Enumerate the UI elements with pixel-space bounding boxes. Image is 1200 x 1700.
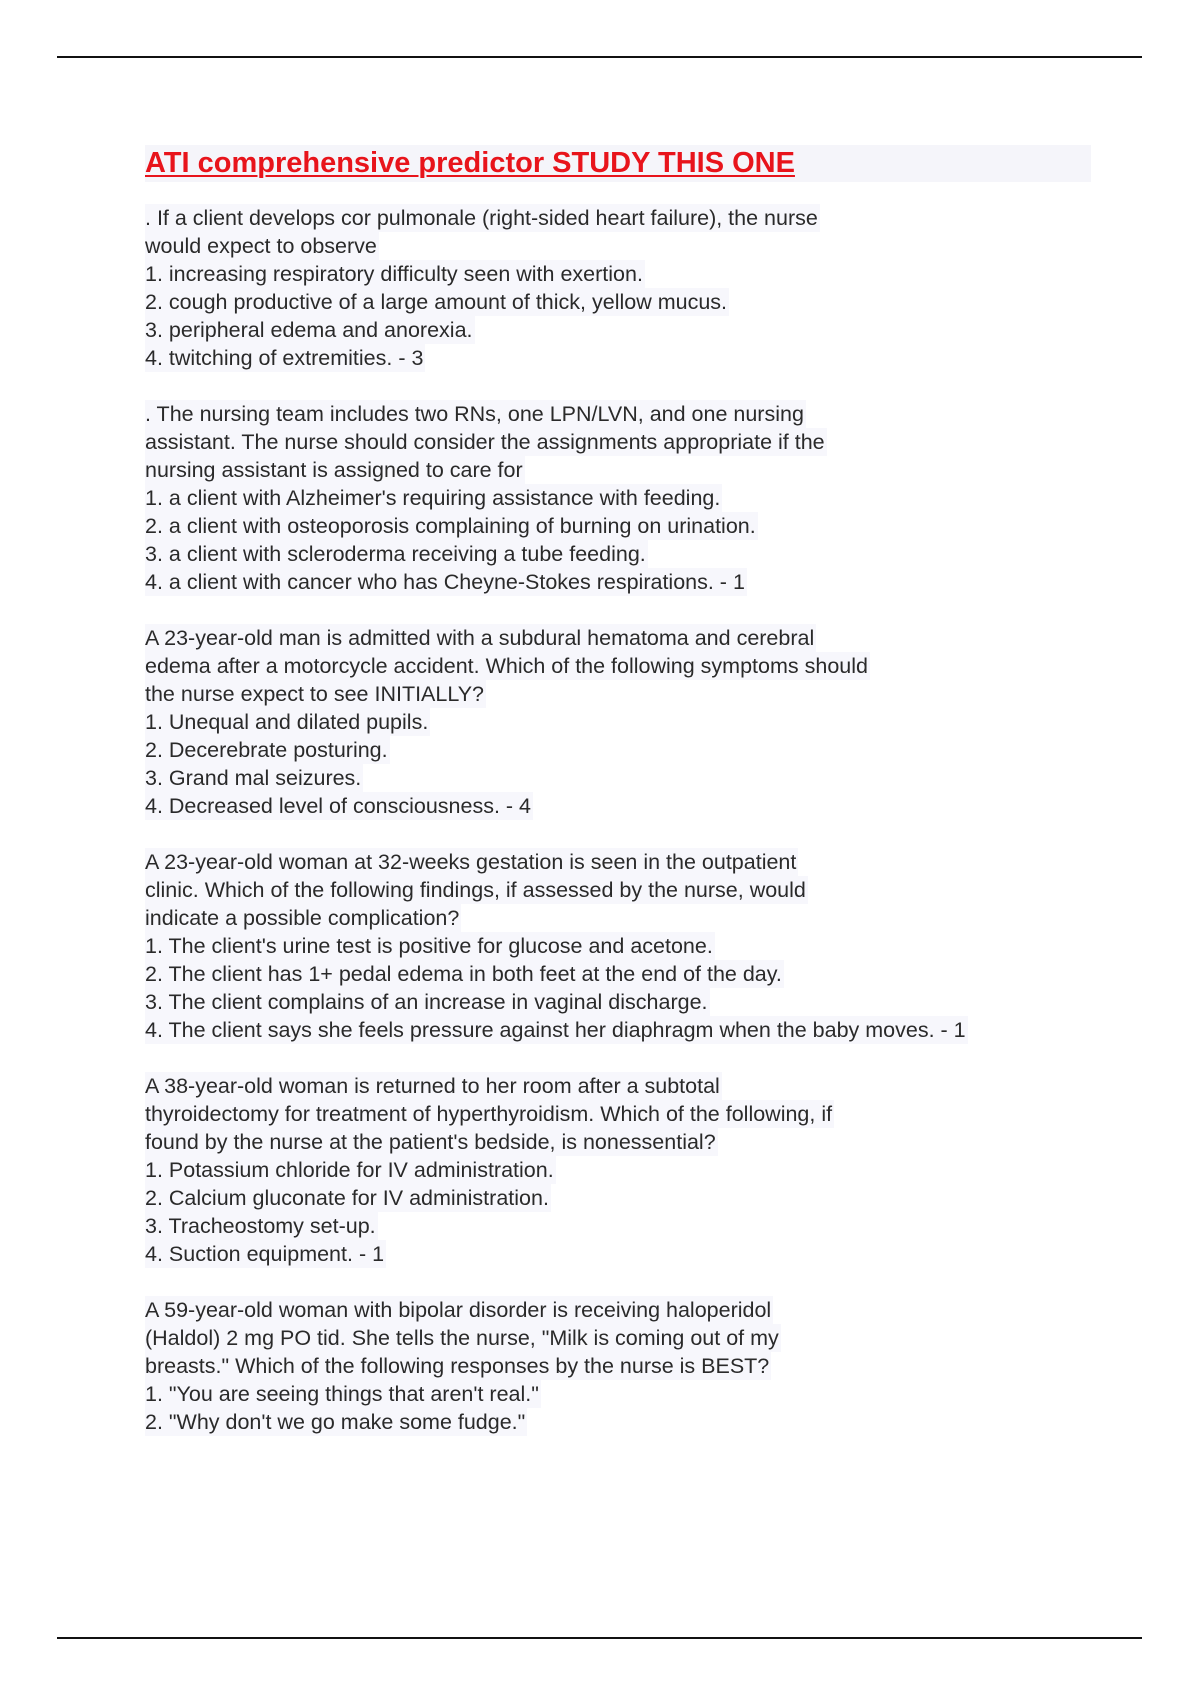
answer-option: 1. Unequal and dilated pupils. bbox=[145, 710, 429, 734]
question-stem-line: clinic. Which of the following findings, if assessed by the nurse, would bbox=[145, 878, 806, 902]
question-stem-line: thyroidectomy for treatment of hyperthyroidism. Which of the following, if bbox=[145, 1102, 833, 1126]
question-stem-line: would expect to observe bbox=[145, 234, 377, 258]
answer-option: 2. a client with osteoporosis complaining of burning on urination. bbox=[145, 514, 756, 538]
question-stem-line: the nurse expect to see INITIALLY? bbox=[145, 682, 485, 706]
answer-option: 3. Grand mal seizures. bbox=[145, 766, 362, 790]
question-stem-line: A 23-year-old man is admitted with a subdural hematoma and cerebral bbox=[145, 626, 815, 650]
question-stem-line: found by the nurse at the patient's bedside, is nonessential? bbox=[145, 1130, 716, 1154]
answer-option: 4. Suction equipment. - 1 bbox=[145, 1242, 385, 1266]
answer-option: 2. cough productive of a large amount of thick, yellow mucus. bbox=[145, 290, 728, 314]
question-stem-line: indicate a possible complication? bbox=[145, 906, 460, 930]
question-stem-line: breasts." Which of the following responses by the nurse is BEST? bbox=[145, 1354, 770, 1378]
answer-options bbox=[145, 260, 1095, 372]
question-stem-line: edema after a motorcycle accident. Which of the following symptoms should bbox=[145, 654, 868, 678]
question-stem-line: assistant. The nurse should consider the assignments appropriate if the bbox=[145, 430, 825, 454]
question-stem-line: nursing assistant is assigned to care for bbox=[145, 458, 523, 482]
answer-option: 4. twitching of extremities. - 3 bbox=[145, 346, 424, 370]
answer-option: 2. Decerebrate posturing. bbox=[145, 738, 388, 762]
answer-options bbox=[145, 932, 1095, 1044]
question-stem bbox=[145, 1072, 1095, 1156]
question-block bbox=[145, 624, 1095, 820]
question-stem bbox=[145, 204, 1095, 260]
answer-option: 4. The client says she feels pressure against her diaphragm when the baby moves. - 1 bbox=[145, 1018, 966, 1042]
question-block bbox=[145, 400, 1095, 596]
answer-option: 2. Calcium gluconate for IV administration. bbox=[145, 1186, 549, 1210]
question-stem-line: . If a client develops cor pulmonale (right-sided heart failure), the nurse bbox=[145, 206, 818, 230]
question-stem bbox=[145, 624, 1095, 708]
bottom-rule bbox=[57, 1637, 1142, 1639]
answer-option: 1. increasing respiratory difficulty seen with exertion. bbox=[145, 262, 643, 286]
question-stem-line: A 59-year-old woman with bipolar disorder is receiving haloperidol bbox=[145, 1298, 772, 1322]
answer-options bbox=[145, 1380, 1095, 1436]
document-title: ATI comprehensive predictor STUDY THIS ONE bbox=[145, 147, 795, 179]
question-list bbox=[145, 204, 1095, 1436]
answer-option: 3. a client with scleroderma receiving a tube feeding. bbox=[145, 542, 646, 566]
question-stem bbox=[145, 1296, 1095, 1380]
question-stem-line: A 38-year-old woman is returned to her room after a subtotal bbox=[145, 1074, 720, 1098]
question-block bbox=[145, 204, 1095, 372]
answer-options bbox=[145, 708, 1095, 820]
top-rule bbox=[57, 56, 1142, 58]
question-stem-line: A 23-year-old woman at 32-weeks gestation is seen in the outpatient bbox=[145, 850, 797, 874]
answer-option: 3. peripheral edema and anorexia. bbox=[145, 318, 473, 342]
question-stem bbox=[145, 848, 1095, 932]
question-stem-line: . The nursing team includes two RNs, one LPN/LVN, and one nursing bbox=[145, 402, 804, 426]
answer-options bbox=[145, 484, 1095, 596]
title-bar bbox=[145, 145, 1091, 182]
answer-option: 4. Decreased level of consciousness. - 4 bbox=[145, 794, 532, 818]
document-body bbox=[145, 145, 1095, 1464]
question-stem bbox=[145, 400, 1095, 484]
question-block bbox=[145, 848, 1095, 1044]
answer-option: 1. "You are seeing things that aren't real." bbox=[145, 1382, 539, 1406]
answer-option: 2. The client has 1+ pedal edema in both feet at the end of the day. bbox=[145, 962, 782, 986]
answer-option: 2. "Why don't we go make some fudge." bbox=[145, 1410, 526, 1434]
answer-option: 4. a client with cancer who has Cheyne-Stokes respirations. - 1 bbox=[145, 570, 745, 594]
answer-option: 1. The client's urine test is positive for glucose and acetone. bbox=[145, 934, 713, 958]
answer-option: 1. Potassium chloride for IV administration. bbox=[145, 1158, 554, 1182]
answer-option: 1. a client with Alzheimer's requiring assistance with feeding. bbox=[145, 486, 721, 510]
answer-option: 3. The client complains of an increase in vaginal discharge. bbox=[145, 990, 708, 1014]
answer-options bbox=[145, 1156, 1095, 1268]
question-stem-line: (Haldol) 2 mg PO tid. She tells the nurse, "Milk is coming out of my bbox=[145, 1326, 779, 1350]
question-block bbox=[145, 1296, 1095, 1436]
answer-option: 3. Tracheostomy set-up. bbox=[145, 1214, 376, 1238]
question-block bbox=[145, 1072, 1095, 1268]
